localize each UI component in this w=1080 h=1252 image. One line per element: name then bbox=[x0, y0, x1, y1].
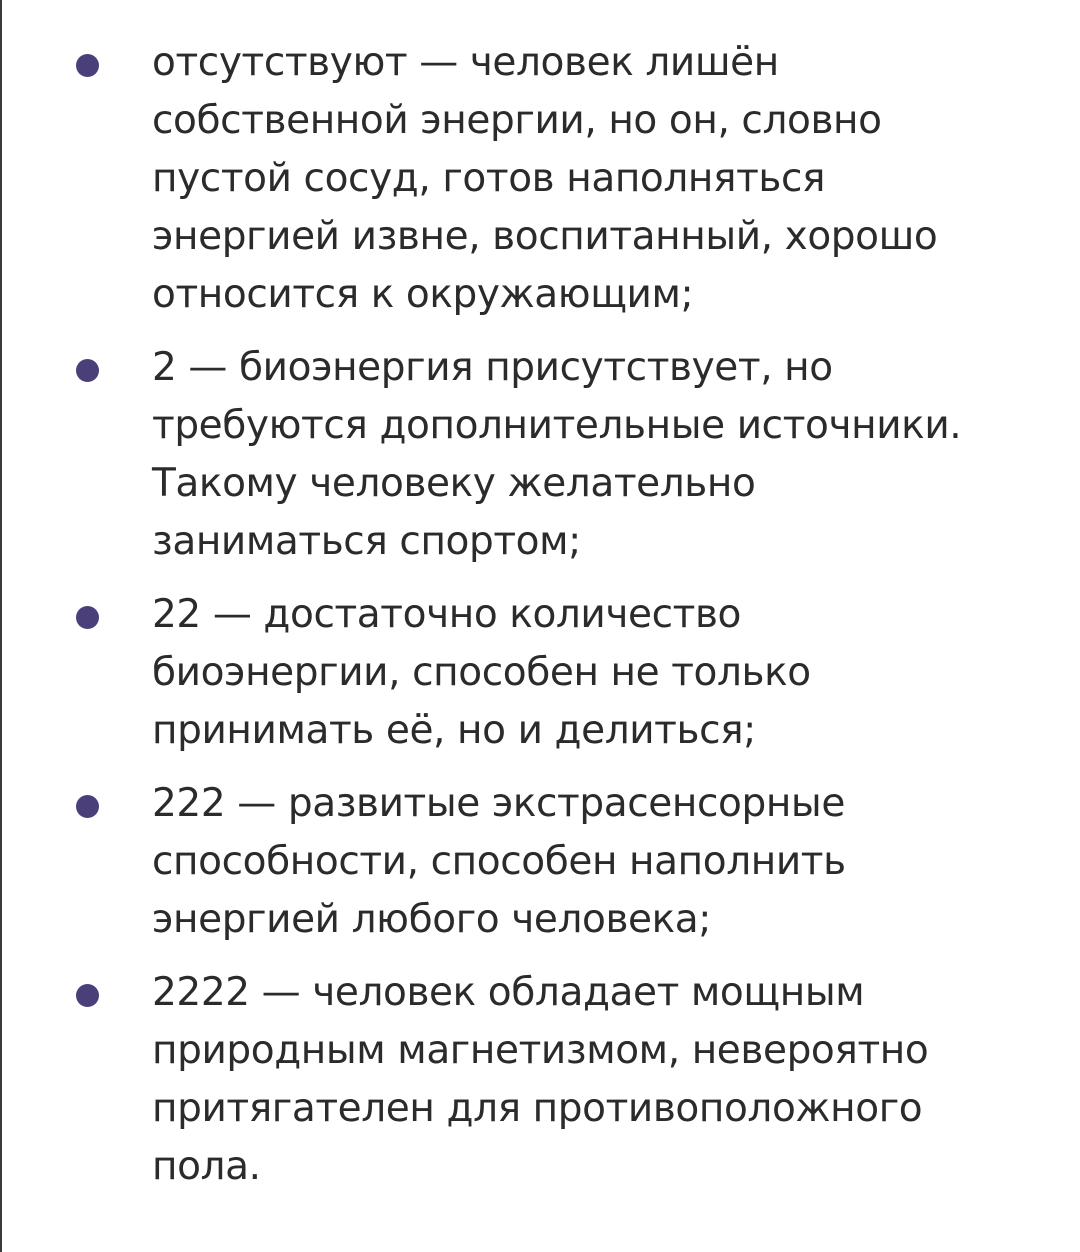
bullet-dot-icon bbox=[76, 984, 99, 1007]
bullet-dot-icon bbox=[76, 54, 99, 77]
bullet-dot-icon bbox=[76, 606, 99, 629]
list-item bbox=[2, 339, 1080, 571]
list-item-text: 22 — достаточно количество биоэнергии, способен не только принимать её, но и делиться; bbox=[152, 592, 811, 753]
list-item bbox=[2, 34, 1080, 324]
list-item-text: 222 — развитые экстрасенсорные способности, способен наполнить энергией любого человека; bbox=[152, 781, 846, 942]
bullet-list bbox=[2, 34, 1080, 1211]
list-item bbox=[2, 775, 1080, 949]
list-item-text: 2222 — человек обладает мощным природным магнетизмом, невероятно притягателен для противоположного пола. bbox=[152, 970, 929, 1189]
list-item-text: отсутствуют — человек лишён собственной энергии, но он, словно пустой сосуд, готов наполняться энергией извне, воспитанный, хорошо относится к окружающим; bbox=[152, 40, 938, 317]
bullet-dot-icon bbox=[76, 795, 99, 818]
bullet-dot-icon bbox=[76, 359, 99, 382]
list-item bbox=[2, 964, 1080, 1196]
list-item bbox=[2, 586, 1080, 760]
list-item-text: 2 — биоэнергия присутствует, но требуются дополнительные источники. Такому человеку желательно заниматься спортом; bbox=[152, 345, 962, 564]
